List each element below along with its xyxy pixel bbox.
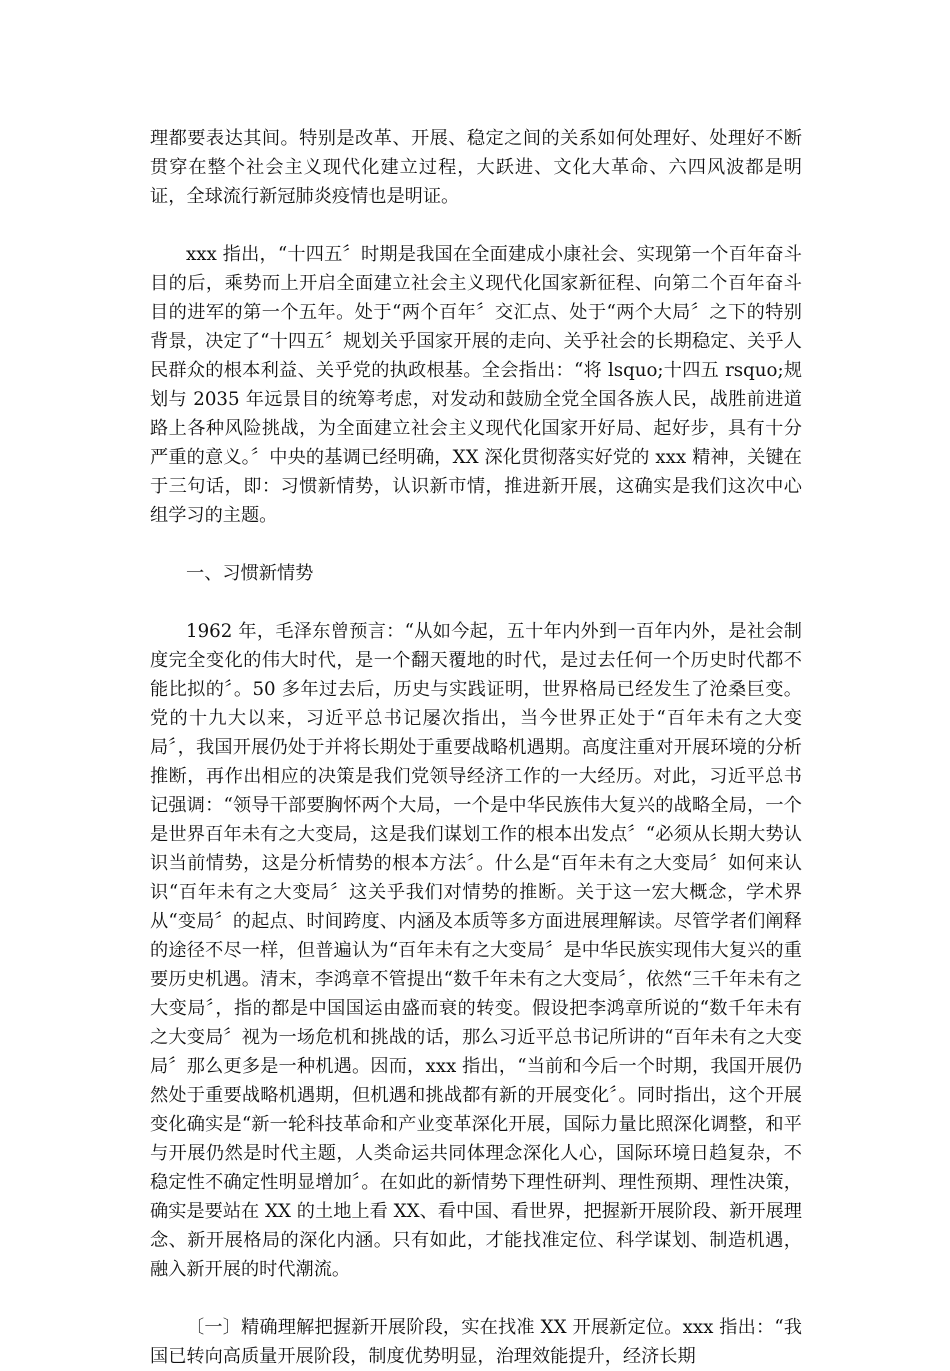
paragraph-fourteenth-five-year-plan: xxx 指出，“十四五〞时期是我国在全面建成小康社会、实现第一个百年奋斗目的后，乘势而上开启全面建立社会主义现代化国家新征程、向第二个百年奋斗目的进军的第一个五年。处于“两个百年〞交汇点、处于“两个大局〞之下的特别背景，决定了“十四五〞规划关乎国家开展的走向、关乎社会的长期稳定、关乎人民群众的根本利益、关乎党的执政根基。全会指出：“将 lsquo;十四五 rsquo;规划与 2035 年远景目的统筹考虑，对发动和鼓励全党全国各族人民，战胜前进道路上各种风险挑战，为全面建立社会主义现代化国家开好局、起好步，具有十分严重的意义。〞中央的基调已经明确，XX 深化贯彻落实好党的 xxx 精神，关键在于三句话，即：习惯新情势，认识新市情，推进新开展，这确实是我们这次中心组学习的主题。 [150, 244, 802, 526]
document-body [150, 124, 802, 1371]
paragraph-new-development-stage: 〔一〕精确理解把握新开展阶段，实在找准 XX 开展新定位。xxx 指出：“我国已转向高质量开展阶段，制度优势明显，治理效能提升，经济长期 [150, 1317, 802, 1367]
paragraph-continuation: 理都要表达其间。特别是改革、开展、稳定之间的关系如何处理好、处理好不断贯穿在整个社会主义现代化建立过程，大跃进、文化大革命、六四风波都是明证，全球流行新冠肺炎疫情也是明证。 [150, 128, 802, 207]
paragraph-great-changes: 1962 年，毛泽东曾预言：“从如今起，五十年内外到一百年内外，是社会制度完全变化的伟大时代，是一个翻天覆地的时代，是过去任何一个历史时代都不能比拟的〞。50 多年过去后，历史与实践证明，世界格局已经发生了沧桑巨变。党的十九大以来，习近平总书记屡次指出，当今世界正处于“百年未有之大变局〞，我国开展仍处于并将长期处于重要战略机遇期。高度注重对开展环境的分析推断，再作出相应的决策是我们党领导经济工作的一大经历。对此，习近平总书记强调：“领导干部要胸怀两个大局，一个是中华民族伟大复兴的战略全局，一个是世界百年未有之大变局，这是我们谋划工作的根本出发点〞“必须从长期大势认识当前情势，这是分析情势的根本方法〞。什么是“百年未有之大变局〞如何来认识“百年未有之大变局〞这关乎我们对情势的推断。关于这一宏大概念，学术界从“变局〞的起点、时间跨度、内涵及本质等多方面进展理解读。尽管学者们阐释的途径不尽一样，但普遍认为“百年未有之大变局〞是中华民族实现伟大复兴的重要历史机遇。清末，李鸿章不管提出“数千年未有之大变局〞，依然“三千年未有之大变局〞，指的都是中国国运由盛而衰的转变。假设把李鸿章所说的“数千年未有之大变局〞视为一场危机和挑战的话，那么习近平总书记所讲的“百年未有之大变局〞那么更多是一种机遇。因而，xxx 指出，“当前和今后一个时期，我国开展仍然处于重要战略机遇期，但机遇和挑战都有新的开展变化〞。同时指出，这个开展变化确实是“新一轮科技革命和产业变革深化开展，国际力量比照深化调整，和平与开展仍然是时代主题，人类命运共同体理念深化人心，国际环境日趋复杂，不稳定性不确定性明显增加〞。在如此的新情势下理性研判、理性预期、理性决策，确实是要站在 XX 的土地上看 XX、看中国、看世界，把握新开展阶段、新开展理念、新开展格局的深化内涵。只有如此，才能找准定位、科学谋划、制造机遇，融入新开展的时代潮流。 [150, 621, 802, 1280]
section-heading-adapt-new-situation: 一、习惯新情势 [186, 563, 314, 584]
